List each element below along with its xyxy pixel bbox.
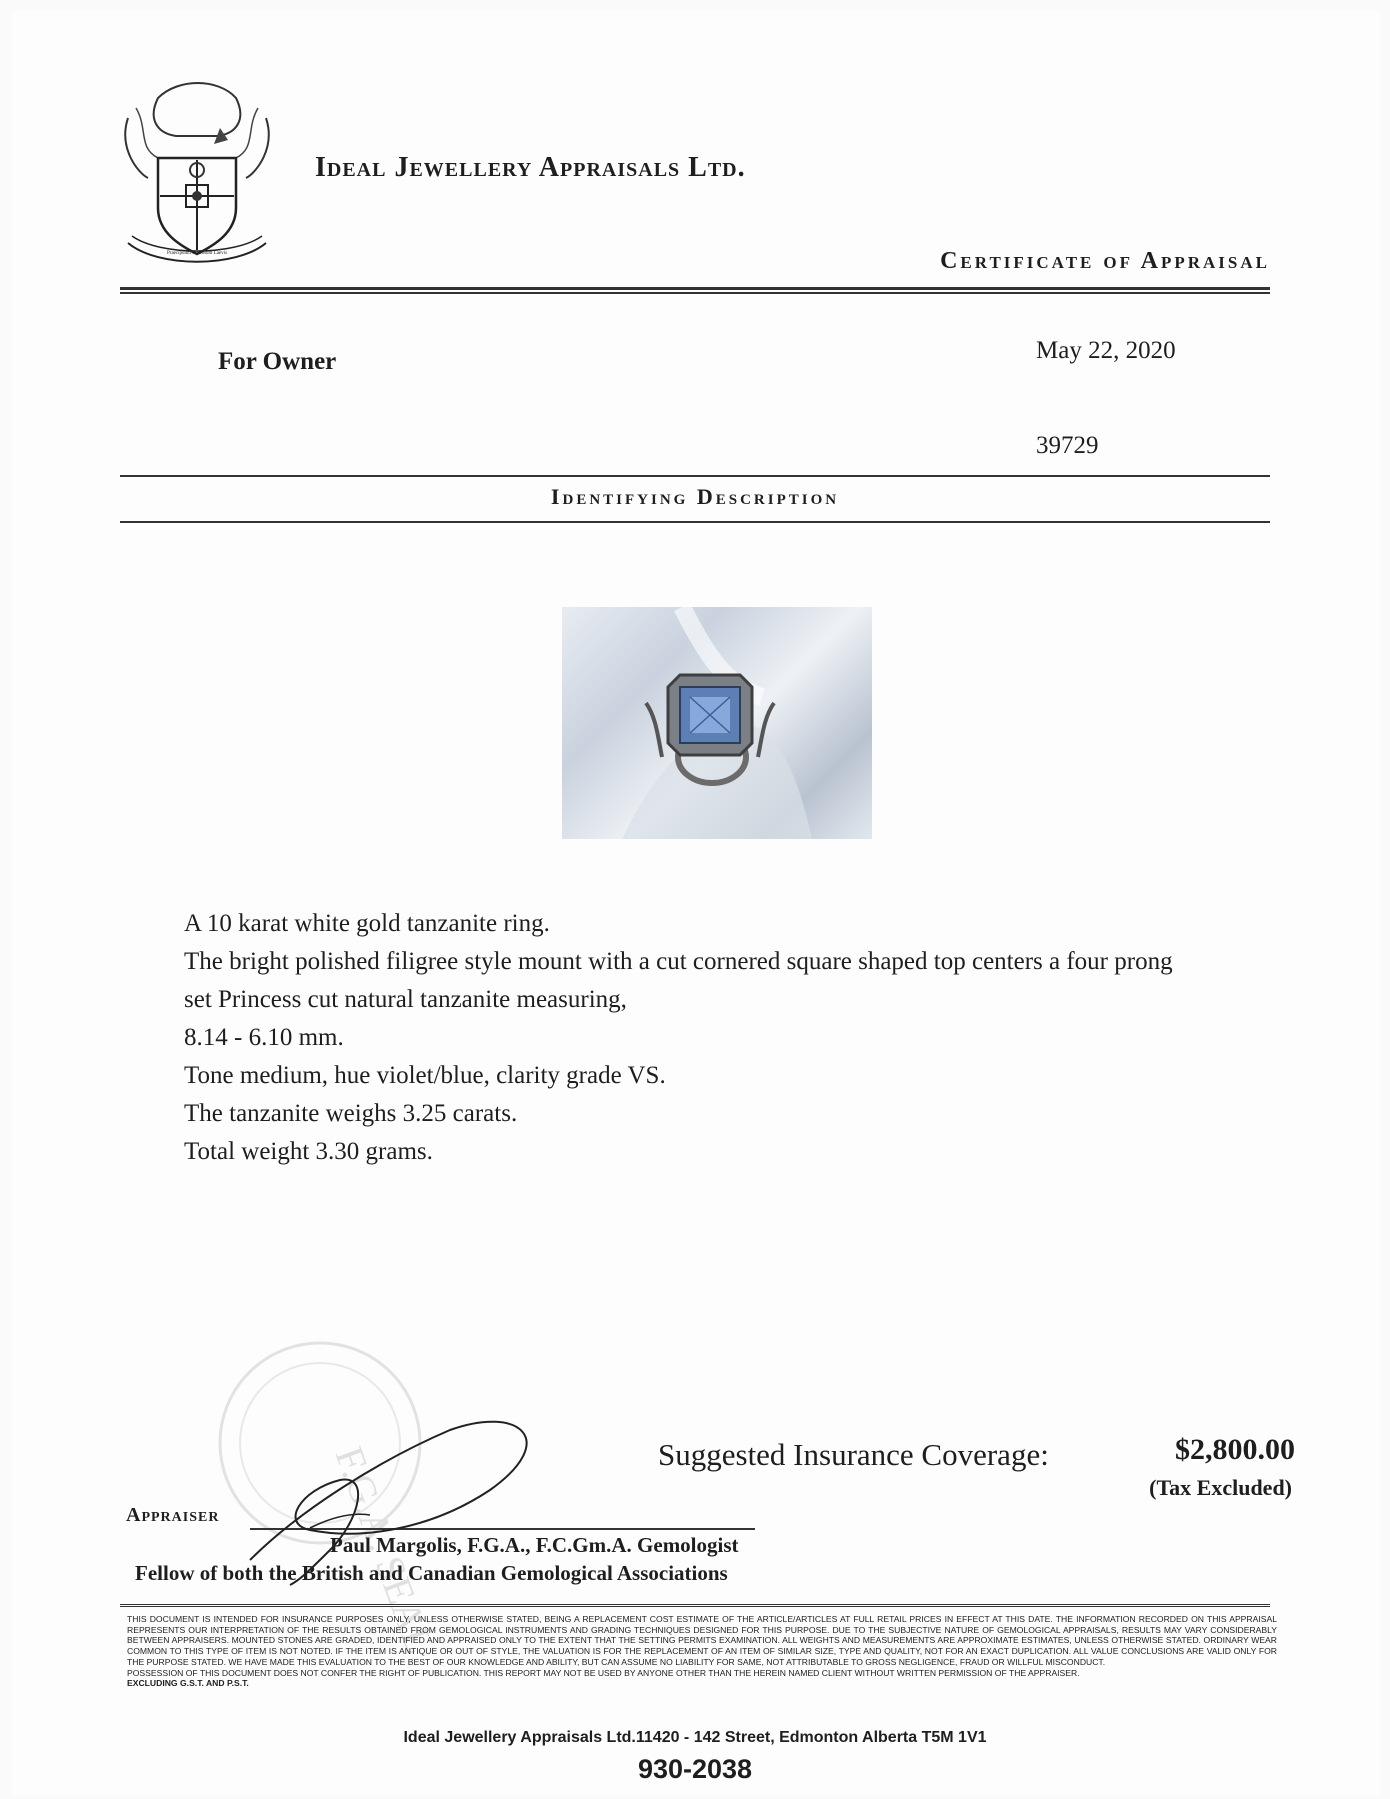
description-line: Tone medium, hue violet/blue, clarity grade VS. [184,1062,666,1089]
header-divider [120,287,1270,290]
company-address: Ideal Jewellery Appraisals Ltd.11420 - 142 Street, Edmonton Alberta T5M 1V1 [403,1729,987,1746]
description-line: 8.14 - 6.10 mm. [184,1024,344,1051]
disclaimer-divider [120,1604,1270,1611]
handwritten-signature [240,1400,560,1590]
tax-note: (Tax Excluded) [1149,1475,1292,1500]
disclaimer-text: THIS DOCUMENT IS INTENDED FOR INSURANCE PURPOSES ONLY, UNLESS OTHERWISE STATED, BEING A REPLACEMENT COST ESTIMATE OF THE ARTICLE/ARTICLES AT FULL RETAIL PRICES IN EFFECT AT THIS DATE. THE INFORMATION RECORDED ON THIS APPRAISAL REPRESENTS OUR INTERPRETATION OF THE RESULTS OBTAINED FROM GEMOLOGICAL INSTRUMENTS AND GRADING TECHNIQUES DESIGNED FOR THIS PURPOSE. DUE TO THE SUBJECTIVE NATURE OF GEMOLOGICAL APPRAISALS, RESULTS MAY VARY CONSIDERABLY BETWEEN APPRAISERS. MOUNTED STONES ARE GRADED, IDENTIFIED AND APPRAISED ONLY TO THE EXTENT THAT THE SETTING PERMITS EXAMINATION. ALL WEIGHTS AND MEASUREMENTS ARE APPROXIMATE ESTIMATES, UNLESS OTHERWISE STATED. ORDINARY WEAR COMMON TO THIS TYPE OF ITEM IS NOT NOTED. IF THE ITEM IS ANTIQUE OR OUT OF STYLE, THE VALUATION IS FOR THE REPLACEMENT OF AN ITEM OF SIMILAR SIZE, TYPE AND QUALITY, NOT FOR AN EXACT DUPLICATION. ALL VALUE CONCLUSIONS ARE VALID ONLY FOR THE PURPOSE STATED. WE HAVE MADE THIS EVALUATION TO THE BEST OF OUR KNOWLEDGE AND ABILITY, BUT CAN ASSUME NO LIABILITY FOR SAME, NOT ATTRIBUTABLE TO GROSS NEGLIGENCE, FRAUD OR WILLFUL MISCONDUCT. [127,1614,1277,1667]
section-divider-bottom [120,521,1270,523]
company-name: Ideal Jewellery Appraisals Ltd. [315,152,746,183]
crest-motto: Praecipuum Pretiosum Laevis [167,251,227,256]
appraiser-label: Appraiser [126,1504,220,1526]
description-line: A 10 karat white gold tanzanite ring. [184,910,550,937]
certificate-title: Certificate of Appraisal [940,248,1270,274]
section-title: Identifying Description [550,484,840,509]
coat-of-arms-logo [118,78,276,264]
description-line: The tanzanite weighs 3.25 carats. [184,1100,518,1127]
appraiser-name: Paul Margolis, F.G.A., F.C.Gm.A. Gemologist [330,1533,739,1557]
header-divider-thin [120,292,1270,294]
appraisal-date: May 22, 2020 [1036,337,1176,364]
seal-text: F.G.A. SEAL [326,1440,443,1660]
section-divider-top [120,475,1270,477]
description-line: Total weight 3.30 grams. [184,1138,433,1165]
ring-photo [562,607,872,839]
reference-number: 39729 [1036,432,1099,459]
disclaimer-text-2: POSSESSION OF THIS DOCUMENT DOES NOT CONFER THE RIGHT OF PUBLICATION. THIS REPORT MAY NOT BE USED BY ANYONE OTHER THAN THE HEREIN NAMED CLIENT WITHOUT WRITTEN PERMISSION OF THE APPRAISER. [127,1667,1080,1678]
disclaimer [127,1614,1277,1689]
owner-label: For Owner [218,348,337,375]
tax-disclaimer: EXCLUDING G.S.T. AND P.S.T. [127,1678,249,1689]
coverage-label: Suggested Insurance Coverage: [658,1437,1049,1472]
item-description [184,905,1173,1171]
coverage-value: $2,800.00 [1175,1433,1295,1466]
description-line: The bright polished filigree style mount with a cut cornered square shaped top centers a four prong [184,948,1173,975]
description-line: set Princess cut natural tanzanite measuring, [184,986,627,1013]
appraiser-title: Fellow of both the British and Canadian Gemological Associations [135,1561,728,1585]
phone-number: 930-2038 [637,1754,753,1784]
